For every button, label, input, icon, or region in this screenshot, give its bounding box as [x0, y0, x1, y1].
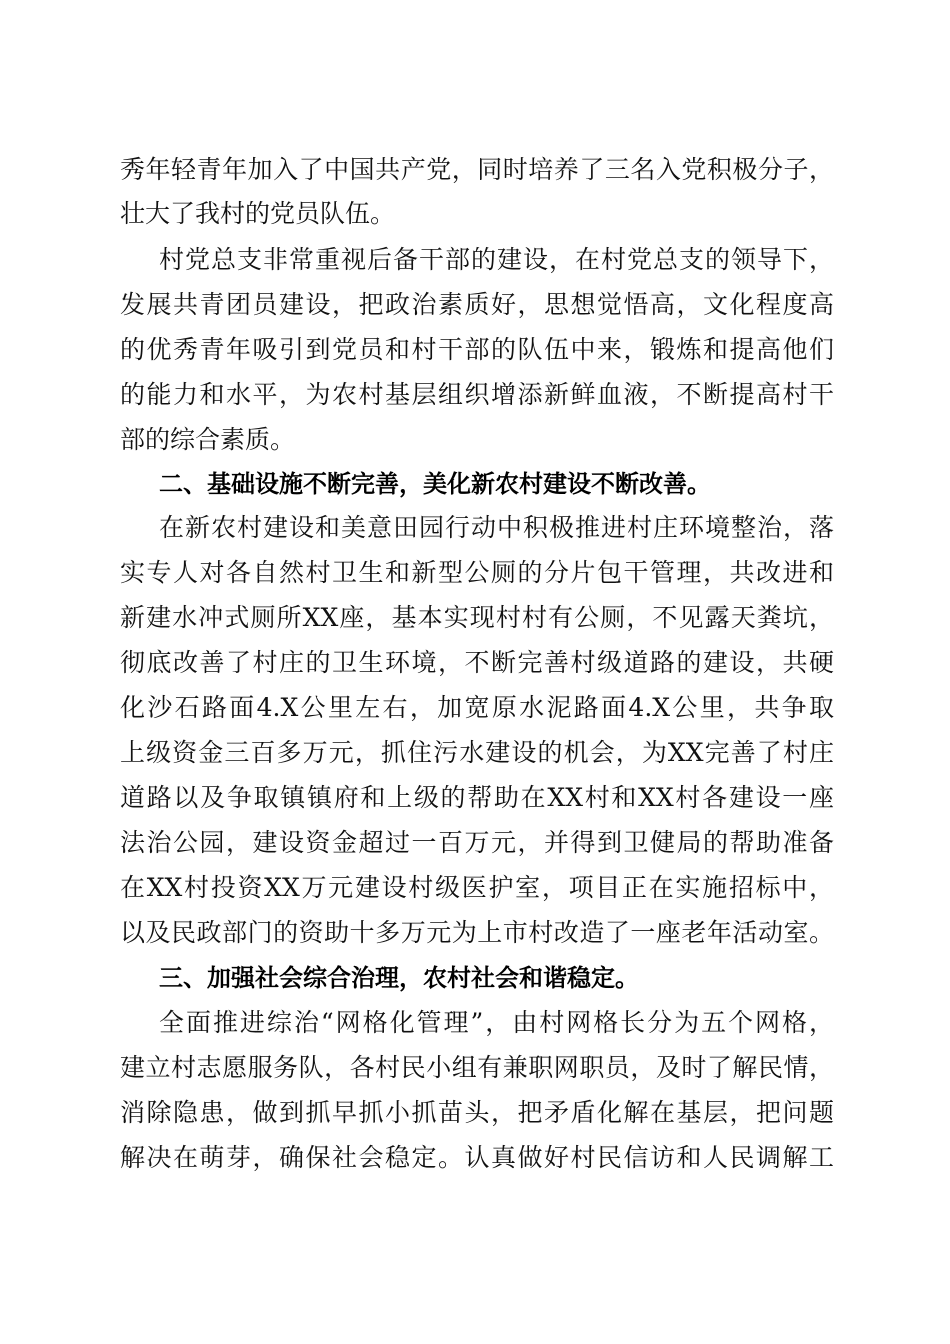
text-line: 部的综合素质。: [120, 425, 296, 454]
text-line: 建立村志愿服务队，各村民小组有兼职网职员，及时了解民情，: [120, 1053, 834, 1082]
text-line: 的优秀青年吸引到党员和村干部的队伍中来，锻炼和提高他们: [120, 335, 834, 364]
paragraph-first-line: 村党总支非常重视后备干部的建设，在村党总支的领导下，: [159, 245, 834, 274]
text-line: 法治公园，建设资金超过一百万元，并得到卫健局的帮助准备: [120, 828, 834, 857]
text-line: 实专人对各自然村卫生和新型公厕的分片包干管理，共改进和: [120, 558, 834, 587]
text-line: 发展共青团员建设，把政治素质好，思想觉悟高，文化程度高: [120, 290, 834, 319]
paragraph-first-line: 全面推进综治“网格化管理”，由村网格长分为五个网格，: [159, 1008, 834, 1037]
text-line: 解决在萌芽，确保社会稳定。认真做好村民信访和人民调解工: [120, 1143, 834, 1172]
text-line: 彻底改善了村庄的卫生环境，不断完善村级道路的建设，共硬: [120, 648, 834, 677]
text-line: 在XX村投资XX万元建设村级医护室，项目正在实施招标中，: [120, 873, 834, 902]
text-line: 化沙石路面4.X公里左右，加宽原水泥路面4.X公里，共争取: [120, 693, 834, 722]
text-line: 以及民政部门的资助十多万元为上市村改造了一座老年活动室。: [120, 918, 834, 947]
text-line: 新建水冲式厕所XX座，基本实现村村有公厕，不见露天粪坑，: [120, 603, 834, 632]
paragraph-first-line: 在新农村建设和美意田园行动中积极推进村庄环境整治，落: [159, 513, 834, 542]
text-line: 秀年轻青年加入了中国共产党，同时培养了三名入党积极分子，: [120, 155, 834, 184]
text-line: 壮大了我村的党员队伍。: [120, 199, 396, 228]
section-heading-3: 三、加强社会综合治理，农村社会和谐稳定。: [159, 964, 639, 992]
text-line: 的能力和水平，为农村基层组织增添新鲜血液，不断提高村干: [120, 380, 834, 409]
text-line: 消除隐患，做到抓早抓小抓苗头，把矛盾化解在基层，把问题: [120, 1098, 834, 1127]
text-line: 上级资金三百多万元，抓住污水建设的机会，为XX完善了村庄: [120, 738, 834, 767]
text-line: 道路以及争取镇镇府和上级的帮助在XX村和XX村各建设一座: [120, 783, 834, 812]
section-heading-2: 二、基础设施不断完善，美化新农村建设不断改善。: [159, 470, 711, 498]
